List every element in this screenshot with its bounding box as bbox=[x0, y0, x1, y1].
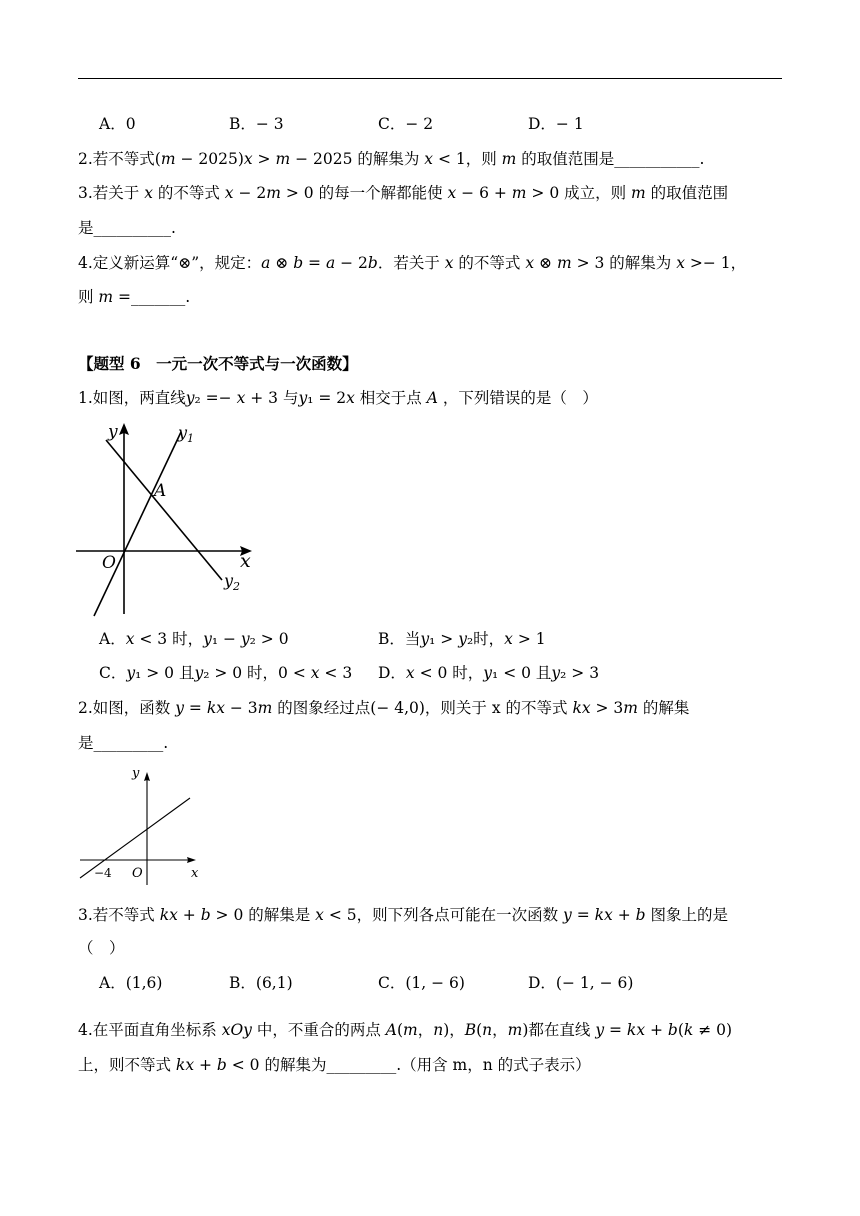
question-4-line-2: 则 𝑚 =_______. bbox=[78, 288, 191, 306]
problem-1-option-a: A．𝑥 < 3 时，𝑦₁ − 𝑦₂ > 0 bbox=[99, 630, 289, 648]
problem-2-graph bbox=[76, 762, 206, 887]
origin-label: O bbox=[102, 553, 116, 573]
y-axis-label: y bbox=[132, 766, 140, 781]
line-y2-label: $y_2$ bbox=[224, 571, 241, 593]
problem-2-stem-line-2: 是_________. bbox=[78, 734, 169, 752]
line-y1 bbox=[94, 432, 181, 616]
problem-1-option-c: C．𝑦₁ > 0 且𝑦₂ > 0 时，0 < 𝑥 < 3 bbox=[99, 664, 353, 682]
y-axis-arrow bbox=[144, 772, 150, 781]
x-axis-label: x bbox=[240, 550, 251, 572]
x-axis-label: x bbox=[191, 866, 199, 881]
problem-4-stem-line-2: 上，则不等式 𝑘𝑥 + 𝑏 < 0 的解集为_________.（用含 m，n 的式子表示） bbox=[78, 1056, 591, 1074]
problem-3-option-c: C．(1, − 6) bbox=[378, 974, 465, 992]
problem-3-stem-line-2: （ ） bbox=[78, 939, 125, 957]
problem-4-stem-line-1: 4.在平面直角坐标系 𝑥𝑂𝑦 中，不重合的两点 𝐴(𝑚，𝑛)，𝐵(𝑛，𝑚)都在直线 𝑦 = 𝑘𝑥 + 𝑏(𝑘 ≠ 0) bbox=[78, 1021, 733, 1039]
x-axis-arrow bbox=[187, 857, 196, 863]
q1-option-b: B．− 3 bbox=[229, 115, 284, 133]
problem-1-graph bbox=[70, 418, 270, 623]
problem-3-option-b: B．(6,1) bbox=[229, 974, 293, 992]
question-3-line-1: 3.若关于 𝑥 的不等式 𝑥 − 2𝑚 > 0 的每一个解都能使 𝑥 − 6 + 𝑚 > 0 成立，则 𝑚 的取值范围 bbox=[78, 184, 729, 202]
problem-2-stem-line-1: 2.如图，函数 𝑦 = 𝑘𝑥 − 3𝑚 的图象经过点(− 4,0)，则关于 x 的不等式 𝑘𝑥 > 3𝑚 的解集 bbox=[78, 699, 690, 717]
problem-1-option-b: B．当𝑦₁ > 𝑦₂时，𝑥 > 1 bbox=[378, 630, 546, 648]
header-rule bbox=[78, 78, 782, 79]
point-a-label: A bbox=[154, 481, 167, 501]
line-y1-label: $y_1$ bbox=[178, 423, 195, 445]
section-heading: 【题型 6 一元一次不等式与一次函数】 bbox=[78, 354, 358, 373]
problem-3-option-d: D．(− 1, − 6) bbox=[528, 974, 634, 992]
y-axis-label: y bbox=[108, 422, 118, 442]
problem-3-stem-line-1: 3.若不等式 𝑘𝑥 + 𝑏 > 0 的解集是 𝑥 < 5，则下列各点可能在一次函数 𝑦 = 𝑘𝑥 + 𝑏 图象上的是 bbox=[78, 906, 728, 924]
tick-label-minus-4: −4 bbox=[94, 866, 112, 880]
q1-option-a: A．0 bbox=[99, 115, 136, 133]
problem-1-option-d: D．𝑥 < 0 时，𝑦₁ < 0 且𝑦₂ > 3 bbox=[378, 664, 600, 682]
q1-option-c: C．− 2 bbox=[378, 115, 434, 133]
question-2: 2.若不等式(𝑚 − 2025)𝑥 > 𝑚 − 2025 的解集为 𝑥 < 1，则 𝑚 的取值范围是___________. bbox=[78, 150, 705, 168]
question-4-line-1: 4.定义新运算“⊗”，规定：𝑎 ⊗ 𝑏 = 𝑎 − 2𝑏．若关于 𝑥 的不等式 𝑥 ⊗ 𝑚 > 3 的解集为 𝑥 >− 1， bbox=[78, 254, 747, 272]
origin-label: O bbox=[132, 866, 143, 881]
question-3-line-2: 是__________. bbox=[78, 219, 176, 237]
q1-option-d: D．− 1 bbox=[528, 115, 584, 133]
problem-3-option-a: A．(1,6) bbox=[99, 974, 163, 992]
problem-1-stem: 1.如图，两直线𝑦₂ =− 𝑥 + 3 与𝑦₁ = 2𝑥 相交于点 𝐴 ，下列错误的是（ ） bbox=[78, 389, 598, 407]
